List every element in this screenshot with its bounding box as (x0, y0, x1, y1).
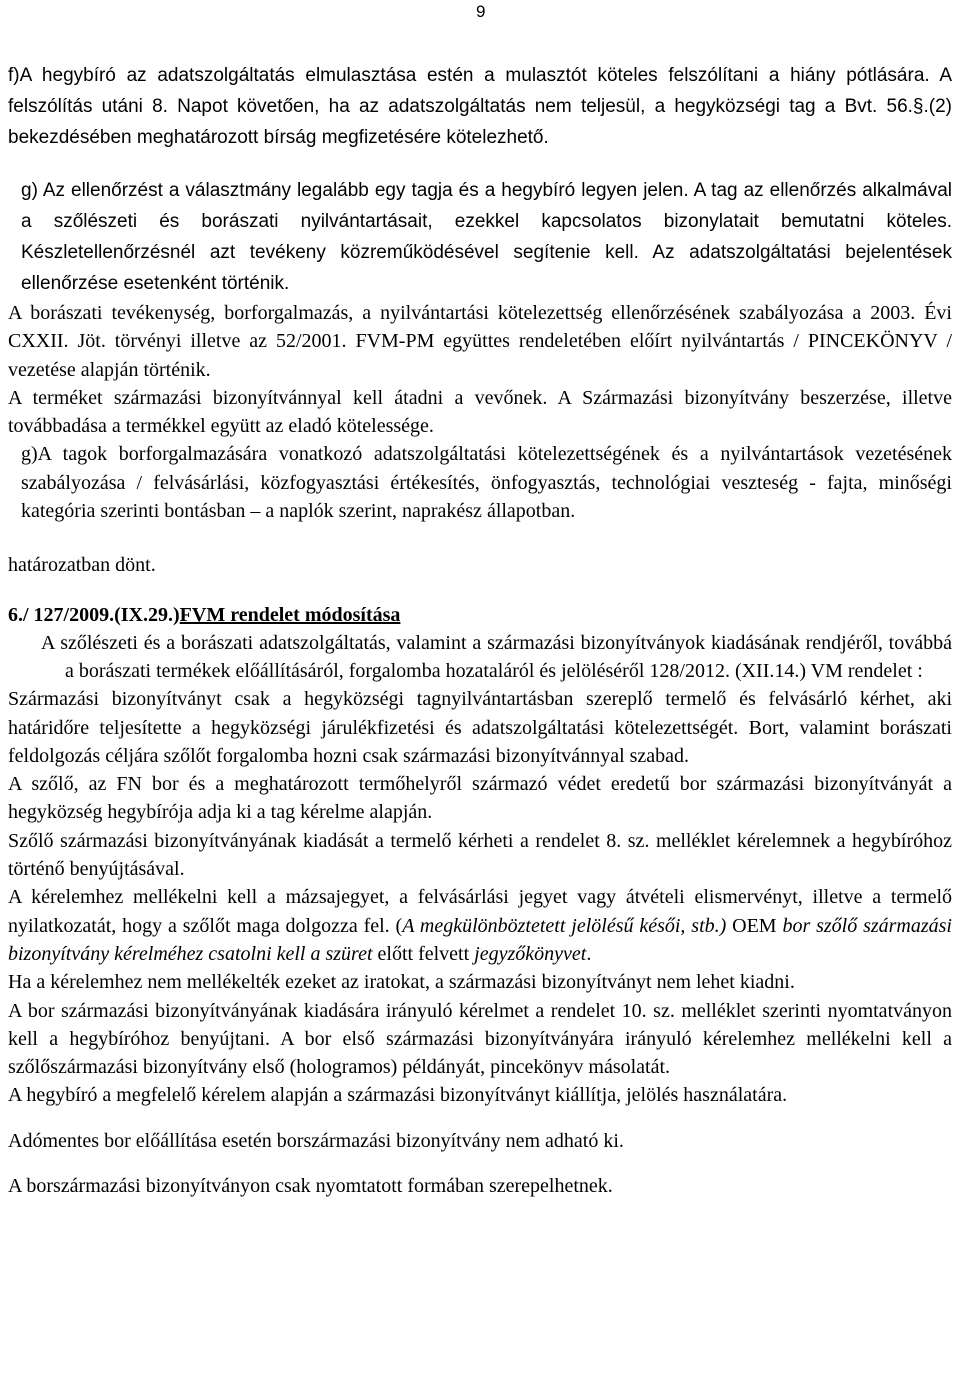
paragraph-hatarozat: határozatban dönt. (8, 554, 156, 577)
paragraph-g-borforgalmazas: g)A tagok borforgalmazására vonatkozó adatszolgáltatási kötelezettségének és a nyilvántartások vezetésének szabályozása / felvásárlási, közfogyasztási értékesítés, önfogyasztás, technológiai veszteség - fajta, minőségi kategória szerinti bontásban – a naplók szerint, naprakész állapotban. (21, 443, 952, 523)
paragraph-borászati: A borászati tevékenység, borforgalmazás, a nyilvántartási kötelezettség ellenőrzésének szabályozása a 2003. Évi CXXII. Jöt. törvényi illetve az 52/2001. FVM-PM együttes rendeletében előírt nyilvántartás / PINCEKÖNYV / vezetése alapján történik. (8, 302, 952, 381)
paragraph-g-inspection (8, 175, 952, 299)
paragraph-4 (8, 883, 952, 968)
paragraph-2: A szőlő, az FN bor és a meghatározott termőhelyről származó védet eredetű bor származási bizonyítványát a hegyközség hegybírója adja ki a tag kérelme alapján. (8, 773, 952, 824)
section-heading (8, 601, 952, 629)
paragraph-9: A borszármazási bizonyítványon csak nyomtatott formában szerepelhetnek. (8, 1175, 613, 1198)
paragraph-g-inspection-lead: g) Az ellenőrzést a választmány legalább egy tagja és a hegybíró legyen jelen. (21, 180, 689, 201)
p4-italic-2: bor szőlő származási bizonyítvány kérelméhez csatolni kell a szüret (8, 914, 952, 965)
document-body (8, 60, 952, 1200)
paragraph-g-inspection-rest: A tag az ellenőrzés alkalmával a szőlészeti és borászati nyilvántartásait, ezekkel kapcsolatos bizonylatait bemutatni köteles. Készletellenőrzésnél azt tevékeny közreműködésével segítenie kell. Az adatszolgáltatási bejelentések ellenőrzése esetenként történik. (21, 180, 952, 294)
paragraph-6: A bor származási bizonyítványának kiadására irányuló kérelmet a rendelet 10. sz. melléklet szerinti nyomtatványon kell a hegybíróhoz benyújtani. A bor első származási bizonyítványára irányuló kérelemhez mellékelni kell a szőlőszármazási bizonyítvány első (hologramos) példányát, pincekönyv másolatát. (8, 999, 952, 1079)
p4-italic-1: A megkülönböztetett jelölésű késői, stb.) (402, 914, 727, 937)
heading-title: FVM rendelet módosítása (179, 603, 401, 626)
paragraph-3: Szőlő származási bizonyítványának kiadását a termelő kérheti a rendelet 8. sz. melléklet kérelemnek a hegybíróhoz történő benyújtásával. (8, 829, 952, 881)
paragraph-8: Adómentes bor előállítása esetén borszármazási bizonyítvány nem adható ki. (8, 1129, 624, 1152)
paragraph-5: Ha a kérelemhez nem mellékelték ezeket az iratokat, a származási bizonyítványt nem lehet kiadni. (8, 971, 795, 994)
p4-text-a: A kérelemhez mellékelni kell a mázsajegyet, a felvásárlási jegyet vagy átvételi elismervényt, illetve a termelő nyilatkozatát, hogy a szőlőt maga dolgozza fel. ( (8, 886, 952, 937)
p4-text-c: előtt felvett (372, 942, 475, 965)
paragraph-termeket: A terméket származási bizonyítvánnyal kell átadni a vevőnek. A Származási bizonyítvány beszerzése, illetve továbbadása a termékkel együtt az eladó kötelessége. (8, 386, 952, 438)
paragraph-7: A hegybíró a megfelelő kérelem alapján a származási bizonyítványt kiállítja, jelölés használatára. (8, 1084, 788, 1107)
paragraph-1: Származási bizonyítványt csak a hegyközségi tagnyilvántartásban szereplő termelő és felvásárló kérhet, aki határidőre teljesítette a hegyközségi járulékfizetési és adatszolgáltatási kötelezettségét. Bort, valamint borászati feldolgozás céljára szőlőt forgalomba hozni csak származási bizonyítvánnyal szabad. (8, 688, 952, 767)
p4-text-b: OEM (726, 914, 783, 937)
heading-prefix: 6./ 127/2009.(IX.29.) (8, 603, 180, 626)
paragraph-citation: A szőlészeti és a borászati adatszolgáltatás, valamint a származási bizonyítványok kiadásának rendjéről, továbbá a borászati termékek előállításáról, forgalomba hozataláról és jelöléséről 128/2012. (XII.14.) VM rendelet : (41, 631, 952, 682)
p4-italic-3: jegyzőkönyvet (474, 942, 587, 965)
paragraph-f: f)A hegybíró az adatszolgáltatás elmulasztása estén a mulasztót köteles felszólítani a hiány pótlására. A felszólítás utáni 8. Napot követően, ha az adatszolgáltatás nem teljesül, a hegyközségi tag a Bvt. 56.§.(2) bekezdésében meghatározott bírság megfizetésére kötelezhető. (8, 65, 952, 148)
page-number: 9 (476, 2, 486, 21)
p4-text-d: . (586, 942, 592, 965)
